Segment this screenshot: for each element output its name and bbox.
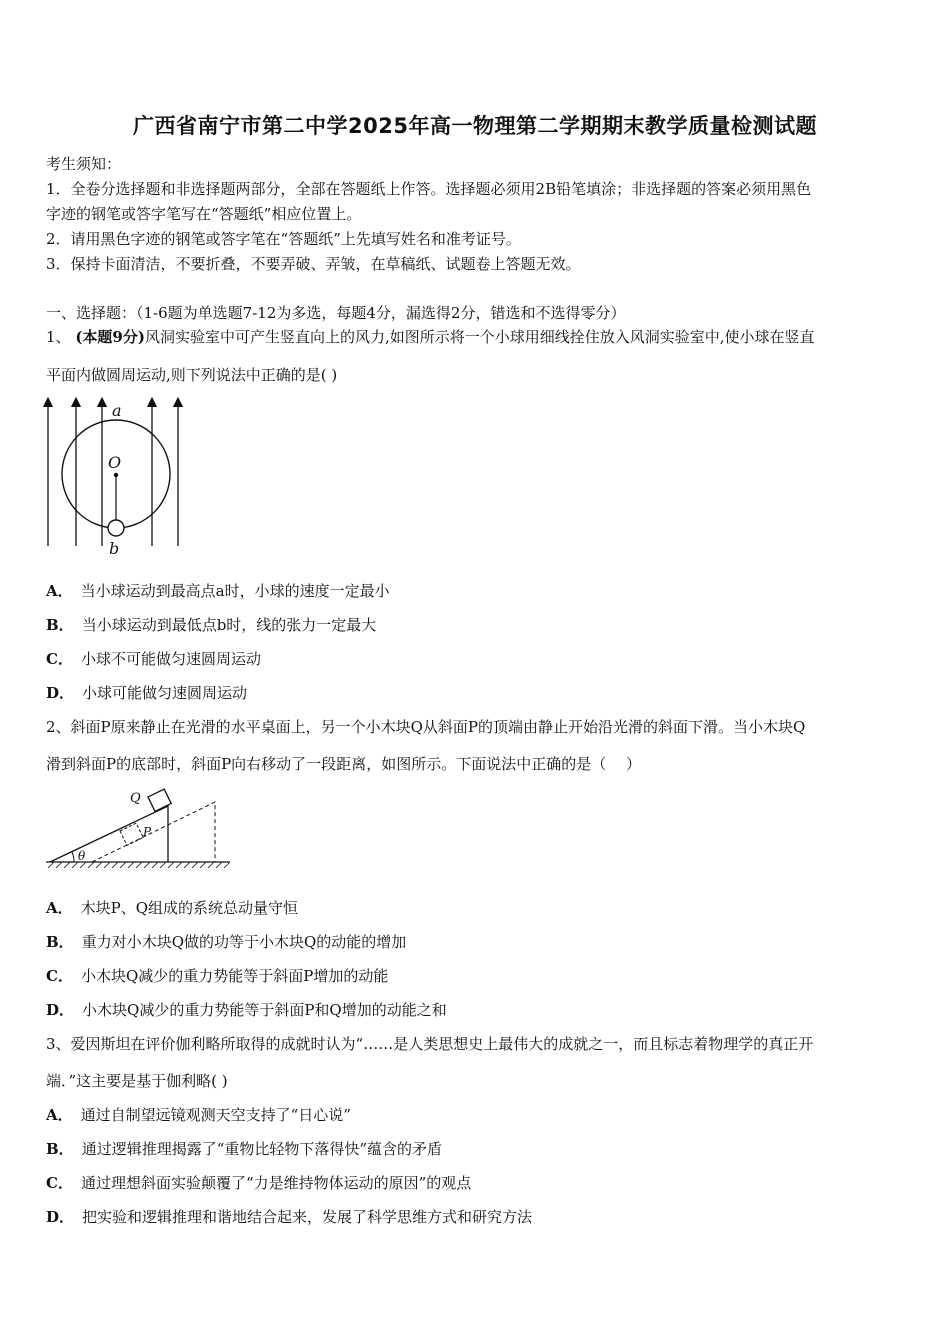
notice-heading: 考生须知： bbox=[46, 155, 122, 173]
option-text: 小木块Q减少的重力势能等于斜面P增加的动能 bbox=[80, 967, 389, 985]
section-heading: 一、选择题：（1-6题为单选题7-12为多选，每题4分，漏选得2分，错选和不选得零分） bbox=[46, 304, 626, 322]
question-2-line-1: 2、斜面P原来静止在光滑的水平桌面上，另一个小木块Q从斜面P的顶端由静止开始沿光滑的斜面下滑。当小木块Q bbox=[46, 718, 806, 736]
incline-dashed bbox=[92, 802, 215, 862]
notice-item-1-line-1: 1．全卷分选择题和非选择题两部分，全部在答题纸上作答。选择题必须用2B铅笔填涂；非选择题的答案必须用黑色 bbox=[46, 180, 812, 198]
option-letter: C． bbox=[46, 1174, 73, 1192]
option-text: 小木块Q减少的重力势能等于斜面P和Q增加的动能之和 bbox=[82, 1001, 447, 1019]
label-a: a bbox=[112, 401, 122, 420]
question-3-option-c[interactable] bbox=[46, 1172, 908, 1194]
option-text: 小球可能做匀速圆周运动 bbox=[82, 684, 248, 702]
question-2-option-a[interactable] bbox=[46, 897, 908, 919]
option-letter: D． bbox=[46, 684, 75, 702]
option-letter: C． bbox=[46, 650, 73, 668]
label-p: P bbox=[143, 825, 152, 839]
label-theta: θ bbox=[78, 849, 86, 863]
option-text: 通过自制望远镜观测天空支持了“日心说” bbox=[80, 1106, 351, 1124]
question-1-option-a[interactable] bbox=[46, 580, 908, 602]
option-letter: D． bbox=[46, 1208, 75, 1226]
option-letter: A． bbox=[46, 1106, 73, 1124]
notice-item-3: 3．保持卡面清洁，不要折叠，不要弄破、弄皱，在草稿纸、试题卷上答题无效。 bbox=[46, 255, 581, 273]
incline-figure bbox=[40, 784, 240, 874]
option-text: 当小球运动到最低点b时，线的张力一定最大 bbox=[81, 616, 377, 634]
ball bbox=[108, 520, 124, 536]
option-letter: B． bbox=[46, 1140, 74, 1158]
center-point bbox=[114, 473, 118, 477]
option-text: 通过理想斜面实验颠覆了“力是维持物体运动的原因”的观点 bbox=[80, 1174, 472, 1192]
option-letter: C． bbox=[46, 967, 73, 985]
option-text: 重力对小木块Q做的功等于小木块Q的动能的增加 bbox=[81, 933, 407, 951]
label-o: O bbox=[108, 453, 122, 472]
question-1-option-c[interactable] bbox=[46, 648, 908, 670]
question-1-text: 风洞实验室中可产生竖直向上的风力,如图所示将一个小球用细线拴住放入风洞实验室中,使小球在竖直 bbox=[144, 328, 815, 346]
option-text: 木块P、Q组成的系统总动量守恒 bbox=[80, 899, 299, 917]
question-1-option-d[interactable] bbox=[46, 682, 908, 704]
option-text: 当小球运动到最高点a时，小球的速度一定最小 bbox=[80, 582, 390, 600]
option-letter: B． bbox=[46, 616, 74, 634]
notice-item-2: 2．请用黑色字迹的钢笔或答字笔在“答题纸”上先填写姓名和准考证号。 bbox=[46, 230, 521, 248]
question-1-line-1 bbox=[46, 326, 908, 348]
angle-arc bbox=[72, 852, 74, 862]
question-3-line-2: 端．”这主要是基于伽利略( ) bbox=[46, 1072, 228, 1090]
wind-tunnel-figure bbox=[40, 396, 190, 561]
option-text: 把实验和逻辑推理和谐地结合起来，发展了科学思维方式和研究方法 bbox=[82, 1208, 533, 1226]
question-2-line-2: 滑到斜面P的底部时，斜面P向右移动了一段距离，如图所示。下面说法中正确的是（ ） bbox=[46, 755, 641, 773]
option-letter: D． bbox=[46, 1001, 75, 1019]
question-1-line-2: 平面内做圆周运动,则下列说法中正确的是( ) bbox=[46, 366, 338, 384]
page-title: 广西省南宁市第二中学2025年高一物理第二学期期末教学质量检测试题 bbox=[133, 114, 817, 138]
label-q: Q bbox=[130, 791, 141, 806]
question-1-number: 1、 bbox=[46, 328, 71, 346]
label-b: b bbox=[109, 539, 120, 558]
option-letter: A． bbox=[46, 899, 73, 917]
question-3-option-b[interactable] bbox=[46, 1138, 908, 1160]
question-3-option-a[interactable] bbox=[46, 1104, 908, 1126]
ground-hatch bbox=[48, 862, 230, 868]
option-text: 小球不可能做匀速圆周运动 bbox=[80, 650, 261, 668]
question-2-option-c[interactable] bbox=[46, 965, 908, 987]
question-1-tag: (本题9分) bbox=[75, 328, 145, 346]
notice-item-1-line-2: 字迹的钢笔或答字笔写在“答题纸”相应位置上。 bbox=[46, 205, 362, 223]
question-3-option-d[interactable] bbox=[46, 1206, 908, 1228]
question-2-option-d[interactable] bbox=[46, 999, 908, 1021]
question-3-line-1: 3、爱因斯坦在评价伽利略所取得的成就时认为“……是人类思想史上最伟大的成就之一，而且标志着物理学的真正开 bbox=[46, 1035, 814, 1053]
question-1-option-b[interactable] bbox=[46, 614, 908, 636]
option-letter: B． bbox=[46, 933, 74, 951]
question-2-option-b[interactable] bbox=[46, 931, 908, 953]
option-text: 通过逻辑推理揭露了“重物比轻物下落得快”蕴含的矛盾 bbox=[81, 1140, 443, 1158]
option-letter: A． bbox=[46, 582, 73, 600]
